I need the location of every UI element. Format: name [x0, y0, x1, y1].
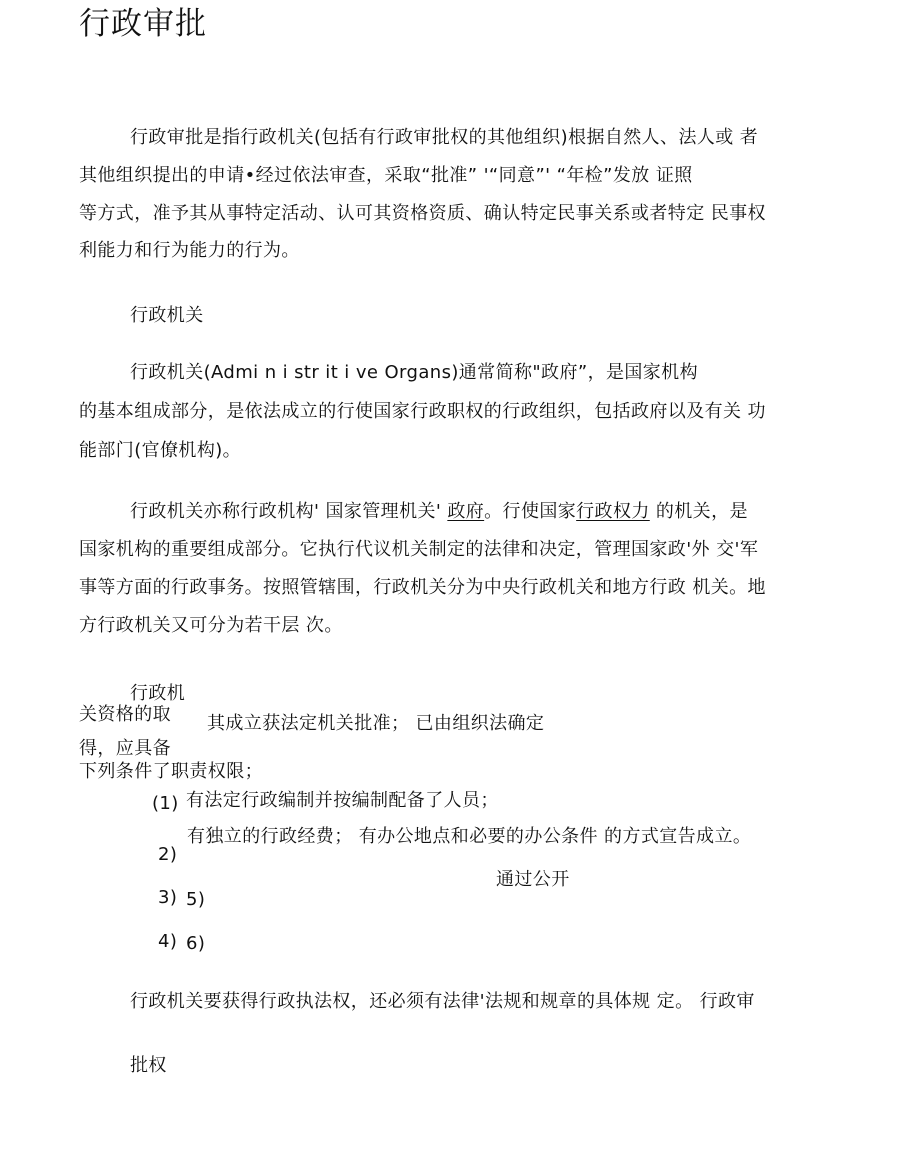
definition-line-1: 行政机关(Admi n i str it i ve Organs)通常简称"政府”，是国家机构: [130, 362, 698, 383]
definition-line-2: 的基本组成部分，是依法成立的行使国家行政职权的行政组织，包括政府以及有关 功: [79, 401, 766, 422]
alias-text-b: 。行使国家: [484, 501, 577, 522]
footer-word: 批权: [130, 1055, 167, 1076]
list-number-6: 6): [186, 933, 206, 954]
intro-line-2: 其他组织提出的申请•经过依法审查，采取“批准” '“同意”' “年检”发放 证照: [79, 165, 693, 186]
qualification-label-4: 下列条件了职责权限；: [79, 761, 263, 782]
intro-line-1: 行政审批是指行政机关(包括有行政审批权的其他组织)根据自然人、法人或 者: [130, 127, 759, 148]
list-number-5: 5): [186, 889, 206, 910]
alias-line-4: 方行政机关又可分为若干层 次。: [79, 615, 343, 636]
admin-power-link[interactable]: 行政权力: [576, 501, 650, 522]
enforcement-paragraph: 行政机关要获得行政执法权，还必须有法律'法规和规章的具体规 定。 行政审: [130, 991, 755, 1012]
list-item-2: 有独立的行政经费； 有办公地点和必要的办公条件 的方式宣告成立。: [187, 826, 752, 847]
alias-line-2: 国家机构的重要组成部分。它执行代议机关制定的法律和决定，管理国家政'外 交'军: [79, 539, 759, 560]
intro-line-3: 等方式，准予其从事特定活动、认可其资格资质、确认特定民事关系或者特定 民事权: [79, 203, 766, 224]
alias-line-1: [130, 501, 748, 523]
section-heading-admin-organ: 行政机关: [130, 305, 204, 326]
page-title: 行政审批: [79, 6, 207, 42]
intro-line-4: 利能力和行为能力的行为。: [79, 240, 300, 261]
list-number-4: 4): [158, 931, 178, 952]
list-item-1: 有法定行政编制并按编制配备了人员；: [186, 790, 499, 811]
qualification-label-3: 得，应具备: [79, 738, 171, 759]
list-number-2: 2): [158, 844, 178, 865]
alias-line-3: 事等方面的行政事务。按照管辖围，行政机关分为中央行政机关和地方行政 机关。地: [79, 577, 766, 598]
qualification-label-2: 关资格的取: [79, 704, 171, 725]
government-link[interactable]: 政府: [447, 501, 485, 522]
public-announcement-text: 通过公开: [496, 869, 570, 890]
qualification-label-1: 行政机: [130, 683, 186, 704]
list-number-1: (1): [152, 793, 179, 814]
list-number-3: 3): [158, 887, 178, 908]
alias-text-c: 的机关，是: [649, 501, 748, 522]
alias-text-a: 行政机关亦称行政机构' 国家管理机关': [130, 501, 448, 522]
definition-line-3: 能部门(官僚机构)。: [79, 440, 242, 461]
qualification-side-text: 其成立获法定机关批准； 已由组织法确定: [207, 713, 545, 734]
